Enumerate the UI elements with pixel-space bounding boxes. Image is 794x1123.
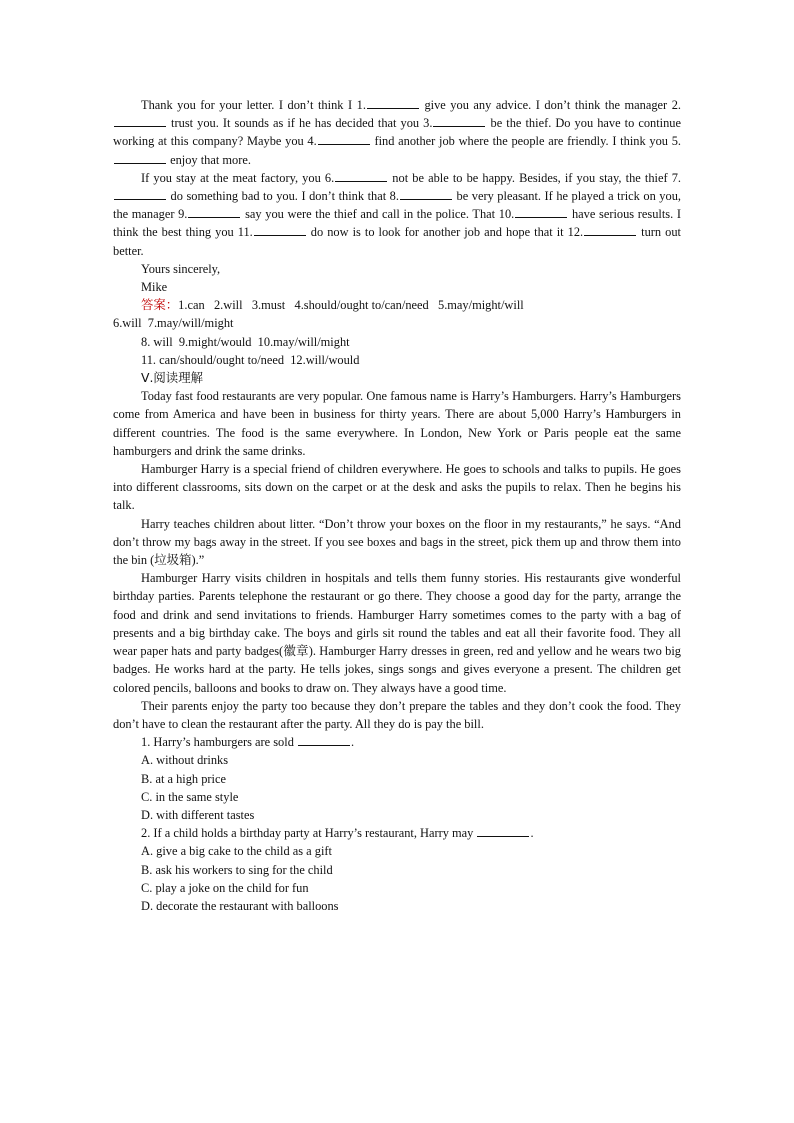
question-1-option-a[interactable]: A. without drinks [141,753,229,768]
passage-paragraph-4: Hamburger Harry visits children in hospitals and tells them funny stories. His restaurants give wonderful birthday parties. Parents telephone the restaurant or go there. They choose a good day for the party, arrange the food and drink and send invitations to friends. Hamburger Harry sometimes comes to the party with a bag of presents and a big birthday cake. The boys and girls sit round the tables and eat all their favorite food. They all wear paper hats and party badges(徽章). Hamburger Harry dresses in green, red and yellow and he wears two big badges. He works hard at the party. He tells jokes, sings songs and gives everyone a present. The children get colored pencils, balloons and books to draw on. They always have a good time. [113,571,681,695]
blank-12[interactable] [584,224,636,236]
text-run: not be able to be happy. Besides, if you stay, the thief 7. [388,170,682,185]
text-run: do something bad to you. I don’t think that 8. [167,189,399,204]
letter-closing: Yours sincerely, [141,261,221,276]
blank-3[interactable] [433,115,485,127]
passage-paragraph-5: Their parents enjoy the party too because they don’t prepare the tables and they don’t cook the food. They don’t have to clean the restaurant after the party. All they do is pay the bill. [113,698,681,731]
passage-paragraph-1: Today fast food restaurants are very popular. One famous name is Harry’s Hamburgers. Harry’s Hamburgers come from America and have been in business for thirty years. There are about 5,000 Harry’s Hamburgers in different countries. The food is the same everywhere. In London, New York or Paris people eat the same hamburgers and drink the same drinks. [113,389,681,458]
text-run: have serious results. I think the best thing you 11. [113,207,681,240]
answers-label: 答案： [141,297,179,313]
text-run: say you were the thief and call in the police. That 10. [241,207,515,222]
question-1-option-c[interactable]: C. in the same style [141,789,239,804]
answers-line-4: 11. can/should/ought to/need 12.will/would [141,352,360,367]
blank-2[interactable] [114,115,166,127]
passage-paragraph-2: Hamburger Harry is a special friend of children everywhere. He goes to schools and talks to pupils. He goes into different classrooms, sits down on the carpet or at the desk and asks the pupils to relax. Then he begins his talk. [113,462,681,513]
question-2-option-b[interactable]: B. ask his workers to sing for the child [141,862,333,877]
text-run: be very pleasant. If he played a trick on you, the manager 9. [113,189,681,222]
text-run: find another job where the people are friendly. I think you 5. [370,134,681,149]
question-1-blank[interactable] [298,734,350,746]
text-run: If you stay at the meat factory, you 6. [141,170,335,185]
blank-4[interactable] [318,133,370,145]
text-run: do now is to look for another job and hope that it 12. [306,225,584,240]
question-2-option-a[interactable]: A. give a big cake to the child as a gift [141,844,332,859]
passage-paragraph-3: Harry teaches children about litter. “Don’t throw your boxes on the floor in my restaurants,” he says. “And don’t throw my bags away in the street. If you see boxes and bags in the street, pick them up and throw them into the bin (垃圾箱).” [113,516,681,568]
answers-line-3: 8. will 9.might/would 10.may/will/might [141,334,350,349]
blank-1[interactable] [367,97,419,109]
answers-text: 1.can 2.will 3.must 4.should/ought to/can/need 5.may/might/will [178,298,524,313]
question-1-option-d[interactable]: D. with different tastes [141,807,255,822]
question-1-option-b[interactable]: B. at a high price [141,771,226,786]
text-run: Thank you for your letter. I don’t think I 1. [141,98,366,112]
letter-paragraph-2 [113,169,681,260]
blank-11[interactable] [254,224,306,236]
blank-8[interactable] [400,188,452,200]
question-text: 1. Harry’s hamburgers are sold [141,735,297,750]
question-text: 2. If a child holds a birthday party at Harry’s restaurant, Harry may [141,826,477,841]
answers-line-2: 6.will 7.may/will/might [113,316,234,331]
document-page [113,96,681,915]
blank-5[interactable] [114,152,166,164]
blank-6[interactable] [335,170,387,182]
question-1-stem [113,733,681,751]
blank-10[interactable] [515,206,567,218]
letter-paragraph-1 [113,96,681,169]
question-2-option-d[interactable]: D. decorate the restaurant with balloons [141,898,339,913]
letter-signature: Mike [141,280,168,295]
section-title: Ⅴ.阅读理解 [141,370,203,386]
text-run: give you any advice. I don’t think the manager 2. [419,98,681,112]
answers-line-1 [113,296,681,314]
blank-9[interactable] [188,206,240,218]
question-2-option-c[interactable]: C. play a joke on the child for fun [141,880,309,895]
text-run: be the thief. Do you have to continue working at this company? Maybe you 4. [113,116,681,149]
question-text-end: . [351,735,355,750]
text-run: trust you. It sounds as if he has decided that you 3. [167,116,433,131]
question-2-blank[interactable] [477,825,529,837]
question-2-stem [113,824,681,842]
text-run: turn out better. [113,225,681,258]
blank-7[interactable] [114,188,166,200]
question-text-end: . [530,826,534,841]
text-run: enjoy that more. [167,152,251,167]
